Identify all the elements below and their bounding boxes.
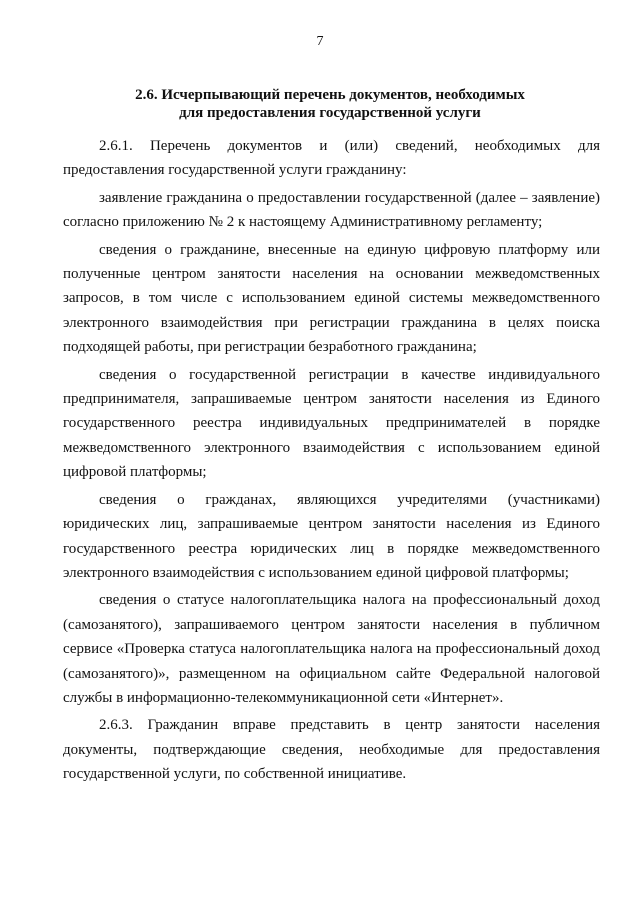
paragraph-2-6-3: 2.6.3. Гражданин вправе представить в центр занятости населения документы, подтверждающие сведения, необходимые для предоставления государственной услуги, по собственной инициативе. bbox=[63, 717, 600, 783]
section-heading-line-1: 2.6. Исчерпывающий перечень документов, необходимых bbox=[135, 87, 525, 103]
page-number: 7 bbox=[316, 34, 324, 49]
paragraph-application: заявление гражданина о предоставлении государственной (далее – заявление) согласно приложению № 2 к настоящему Административному регламенту; bbox=[63, 189, 600, 231]
paragraph-self-employed-status: сведения о статусе налогоплательщика налога на профессиональный доход (самозанятого), запрашиваемого центром занятости населения в публичном сервисе «Проверка статуса налогоплательщика налога на профессиональный доход (самозанятого)», размещенном на официальном сайте Федеральной налоговой службы в информационно-телекоммуникационной сети «Интернет». bbox=[63, 592, 600, 706]
paragraph-legal-entity-founders: сведения о гражданах, являющихся учредителями (участниками) юридических лиц, запрашиваемые центром занятости населения из Единого государственного реестра юридических лиц в порядке межведомственного электронного взаимодействия с использованием единой цифровой платформы; bbox=[63, 491, 600, 581]
paragraph-2-6-1: 2.6.1. Перечень документов и (или) сведений, необходимых для предоставления государственной услуги гражданину: bbox=[63, 138, 600, 179]
paragraph-entrepreneur-registration: сведения о государственной регистрации в качестве индивидуального предпринимателя, запрашиваемые центром занятости населения из Единого государственного реестра индивидуальных предпринимателей в порядке межведомственного электронного взаимодействия с использованием единой цифровой платформы; bbox=[63, 366, 600, 481]
section-body bbox=[63, 134, 600, 790]
section-heading bbox=[80, 86, 580, 122]
section-heading-line-2: для предоставления государственной услуги bbox=[179, 105, 481, 121]
paragraph-citizen-info: сведения о гражданине, внесенные на единую цифровую платформу или полученные центром занятости населения на основании межведомственных запросов, в том числе с использованием единой системы межведомственного электронного взаимодействия при регистрации гражданина в целях поиска подходящей работы, при регистрации безработного гражданина; bbox=[63, 241, 600, 356]
